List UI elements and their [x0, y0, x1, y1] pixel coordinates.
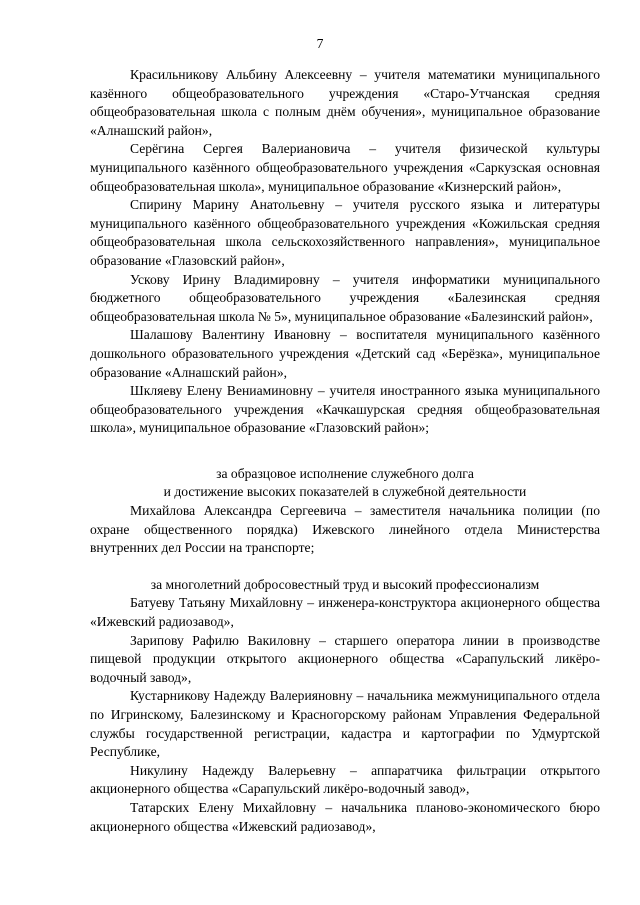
section-teachers — [90, 66, 600, 438]
award-paragraph: Красильникову Альбину Алексеевну – учителя математики муниципального казённого общеобразовательного учреждения «Старо-Утчанская средняя общеобразовательная школа с полным днём обучения», муниципальное образование «Алнашский район», — [90, 67, 600, 138]
award-paragraph: Никулину Надежду Валерьевну – аппаратчика фильтрации открытого акционерного общества «Сарапульский ликёро-водочный завод», — [90, 762, 600, 797]
award-paragraph: Спирину Марину Анатольевну – учителя русского языка и литературы муниципального казённого общеобразовательного учреждения «Кожильская средняя общеобразовательная школа сельскохозяйственного направления», муниципальное образование «Глазовский район», — [90, 197, 600, 268]
award-paragraph: Михайлова Александра Сергеевича – заместителя начальника полиции (по охране общественного порядка) Ижевского линейного отдела Министерства внутренних дел России на транспорте; — [90, 503, 600, 556]
award-paragraph: Татарских Елену Михайловну – начальника планово-экономического бюро акционерного общества «Ижевский радиозавод», — [90, 799, 600, 834]
document-body — [90, 66, 600, 836]
section-long-service — [90, 576, 600, 836]
award-paragraph: Шкляеву Елену Вениаминовну – учителя иностранного языка муниципального общеобразовательного учреждения «Качкашурская средняя общеобразовательная школа», муниципальное образование «Глазовский район»; — [90, 383, 600, 436]
award-paragraph: Ускову Ирину Владимировну – учителя информатики муниципального бюджетного общеобразовательного учреждения «Балезинская средняя общеобразовательная школа № 5», муниципальное образование «Балезинский район», — [90, 271, 600, 324]
award-paragraph: Зарипову Рафилю Вакиловну – старшего оператора линии в производстве пищевой продукции открытого акционерного общества «Сарапульский ликёро-водочный завод», — [90, 632, 600, 685]
award-paragraph: Кустарникову Надежду Валерияновну – начальника межмуниципального отдела по Игринскому, Балезинскому и Красногорскому районам Управления Федеральной службы государственной регистрации, кадастра и картографии по Удмуртской Республике, — [90, 688, 600, 760]
section-heading: и достижение высоких показателей в служебной деятельности — [163, 484, 527, 500]
section-service-duty — [90, 465, 600, 558]
award-paragraph: Шалашову Валентину Ивановну – воспитателя муниципального казённого дошкольного образовательного учреждения «Детский сад «Берёзка», муниципальное образование «Алнашский район», — [90, 327, 600, 380]
page-number: 7 — [316, 36, 324, 51]
section-spacer — [90, 558, 600, 576]
section-heading: за образцовое исполнение служебного долга — [216, 465, 474, 481]
section-heading: за многолетний добросовестный труд и высокий профессионализм — [150, 576, 540, 592]
award-paragraph: Батуеву Татьяну Михайловну – инженера-конструктора акционерного общества «Ижевский радиозавод», — [90, 595, 600, 630]
award-paragraph: Серёгина Сергея Валериановича – учителя физической культуры муниципального казённого общеобразовательного учреждения «Саркузская основная общеобразовательная школа», муниципальное образование «Кизнерский район», — [90, 141, 600, 194]
section-spacer — [90, 438, 600, 465]
